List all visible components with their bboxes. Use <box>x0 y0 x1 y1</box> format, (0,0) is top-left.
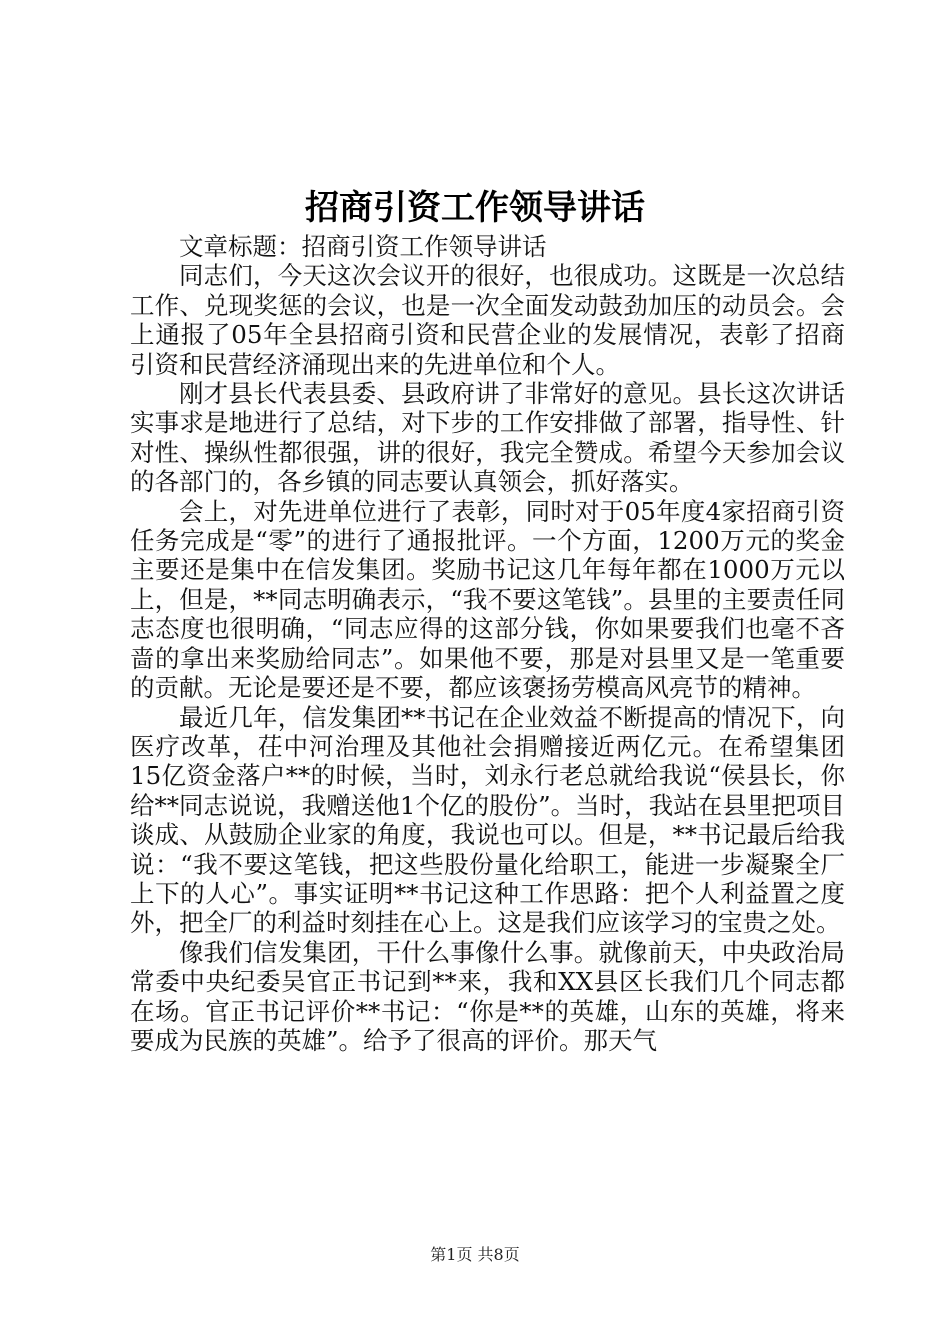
paragraph: 最近几年，信发集团**书记在企业效益不断提高的情况下，向医疗改革，茌中河治理及其他社会捐赠接近两亿元。在希望集团15亿资金落户**的时候，当时，刘永行老总就给我说“侯县长，你给**同志说说，我赠送他1个亿的股份”。当时，我站在县里把项目谈成、从鼓励企业家的角度，我说也可以。但是，**书记最后给我说：“我不要这笔钱，把这些股份量化给职工，能进一步凝聚全厂上下的人心”。事实证明**书记这种工作思路：把个人利益置之度外，把全厂的利益时刻挂在心上。这是我们应该学习的宝贵之处。 <box>130 702 845 938</box>
paragraph: 像我们信发集团，干什么事像什么事。就像前天，中央政治局常委中央纪委吴官正书记到**来，我和XX县区长我们几个同志都在场。官正书记评价**书记：“你是**的英雄，山东的英雄，将来要成为民族的英雄”。给予了很高的评价。那天气 <box>130 937 845 1055</box>
paragraph: 刚才县长代表县委、县政府讲了非常好的意见。县长这次讲话实事求是地进行了总结，对下步的工作安排做了部署，指导性、针对性、操纵性都很强，讲的很好，我完全赞成。希望今天参加会议的各部门的，各乡镇的同志要认真领会，抓好落实。 <box>130 379 845 497</box>
paragraph: 会上，对先进单位进行了表彰，同时对于05年度4家招商引资任务完成是“零”的进行了通报批评。一个方面，1200万元的奖金主要还是集中在信发集团。奖励书记这几年每年都在1000万元以上，但是，**同志明确表示，“我不要这笔钱”。县里的主要责任同志态度也很明确，“同志应得的这部分钱，你如果要我们也毫不吝啬的拿出来奖励给同志”。如果他不要，那是对县里又是一笔重要的贡献。无论是要还是不要，都应该褒扬劳模高风亮节的精神。 <box>130 496 845 703</box>
page-footer: 第1页 共8页 <box>430 1245 520 1264</box>
paragraph: 同志们，今天这次会议开的很好，也很成功。这既是一次总结工作、兑现奖惩的会议，也是一次全面发动鼓劲加压的动员会。会上通报了05年全县招商引资和民营企业的发展情况，表彰了招商引资和民营经济涌现出来的先进单位和个人。 <box>130 261 845 379</box>
paragraph-article-title: 文章标题：招商引资工作领导讲话 <box>179 232 547 261</box>
document-title: 招商引资工作领导讲话 <box>305 188 645 228</box>
document-body <box>130 232 845 1055</box>
